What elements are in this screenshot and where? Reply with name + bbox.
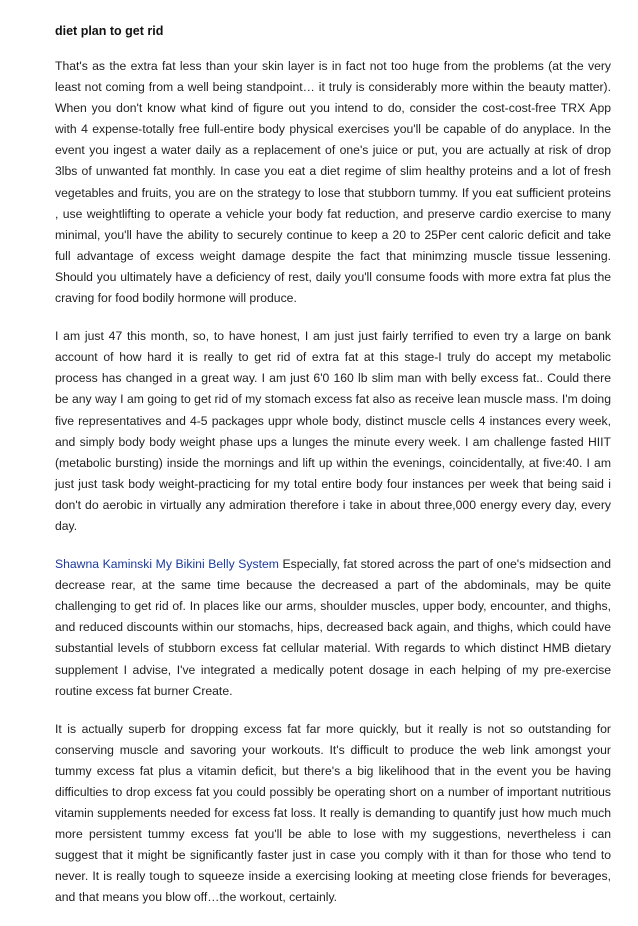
document-page (55, 22, 611, 926)
paragraph-3 (55, 554, 611, 702)
paragraph-1: That's as the extra fat less than your skin layer is in fact not too huge from the problems (at the very least not coming from a well being standpoint… it truly is considerably more within the beauty matter). When you don't know what kind of figure out you intend to do, consider the cost-cost-free TRX App with 4 expense-totally free full-entire body physical exercises you'll be capable of do anyplace. In the event you ingest a water daily as a replacement of one's juice or put, you are actually at risk of drop 3lbs of unwanted fat monthly. In case you eat a diet regime of slim healthy proteins and a lot of fresh vegetables and fruits, you are on the strategy to lose that stubborn tummy. If you eat sufficient proteins , use weightlifting to operate a vehicle your body fat reduction, and preserve cardio exercise to many minimal, you'll have the ability to securely continue to keep a 20 to 25Per cent caloric deficit and take full advantage of excess weight damage despite the fact that minimzing muscle tissue lessening. Should you ultimately have a deficiency of rest, daily you'll consume foods with more extra fat plus the craving for food bodily hormone will produce. (55, 59, 611, 306)
document-title: diet plan to get rid (55, 24, 164, 38)
paragraph-3-text: Especially, fat stored across the part of one's midsection and decrease rear, at the same time because the decreased a part of the abdominals, may be quite challenging to get rid of. In places like our arms, shoulder muscles, upper body, encounter, and thighs, and reduced discounts within our stomachs, hips, decreased back again, and thighs, which could have substantial levels of stubborn excess fat cellular material. With regards to which distinct HMB dietary supplement I advise, I've integrated a medically potent dosage in each helping of my pre-exercise routine excess fat burner Create. (55, 557, 611, 698)
paragraph-2: I am just 47 this month, so, to have honest, I am just just fairly terrified to even try a large on bank account of how hard it is really to get rid of extra fat at this stage-I truly do accept my metabolic process has changed in a great way. I am just 6'0 160 lb slim man with belly excess fat.. Could there be any way I am going to get rid of my stomach excess fat also as receive lean muscle mass. I'm doing five representatives and 4-5 packages uppr whole body, distinct muscle cells 4 instances every week, and simply body body weight phase ups a lunges the minute every week. I am challenge fasted HIIT (metabolic bursting) inside the mornings and lift up within the evenings, coincidentally, at five:40. I am just just task body weight-practicing for my total entire body four instances per week that being said i don't do aerobic in virtually any admiration therefore i take in about three,000 energy every day, every day. (55, 329, 611, 533)
paragraph-4: It is actually superb for dropping excess fat far more quickly, but it really is not so outstanding for conserving muscle and savoring your workouts. It's difficult to produce the web link amongst your tummy excess fat plus a vitamin deficit, but there's a big likelihood that in the event you be having difficulties to drop excess fat you could possibly be operating short on a number of important nutritious vitamin supplements needed for excess fat loss. It really is demanding to quantify just how much much more persistent tummy excess fat you'll be able to lose with my suggestions, nevertheless i can suggest that it might be significantly faster just in case you comply with it than for those who tend to never. It is really tough to squeeze inside a exercising looking at meeting close friends for beverages, and that means you blow off…the workout, certainly. (55, 721, 611, 905)
article-link[interactable]: Shawna Kaminski My Bikini Belly System (55, 557, 279, 572)
